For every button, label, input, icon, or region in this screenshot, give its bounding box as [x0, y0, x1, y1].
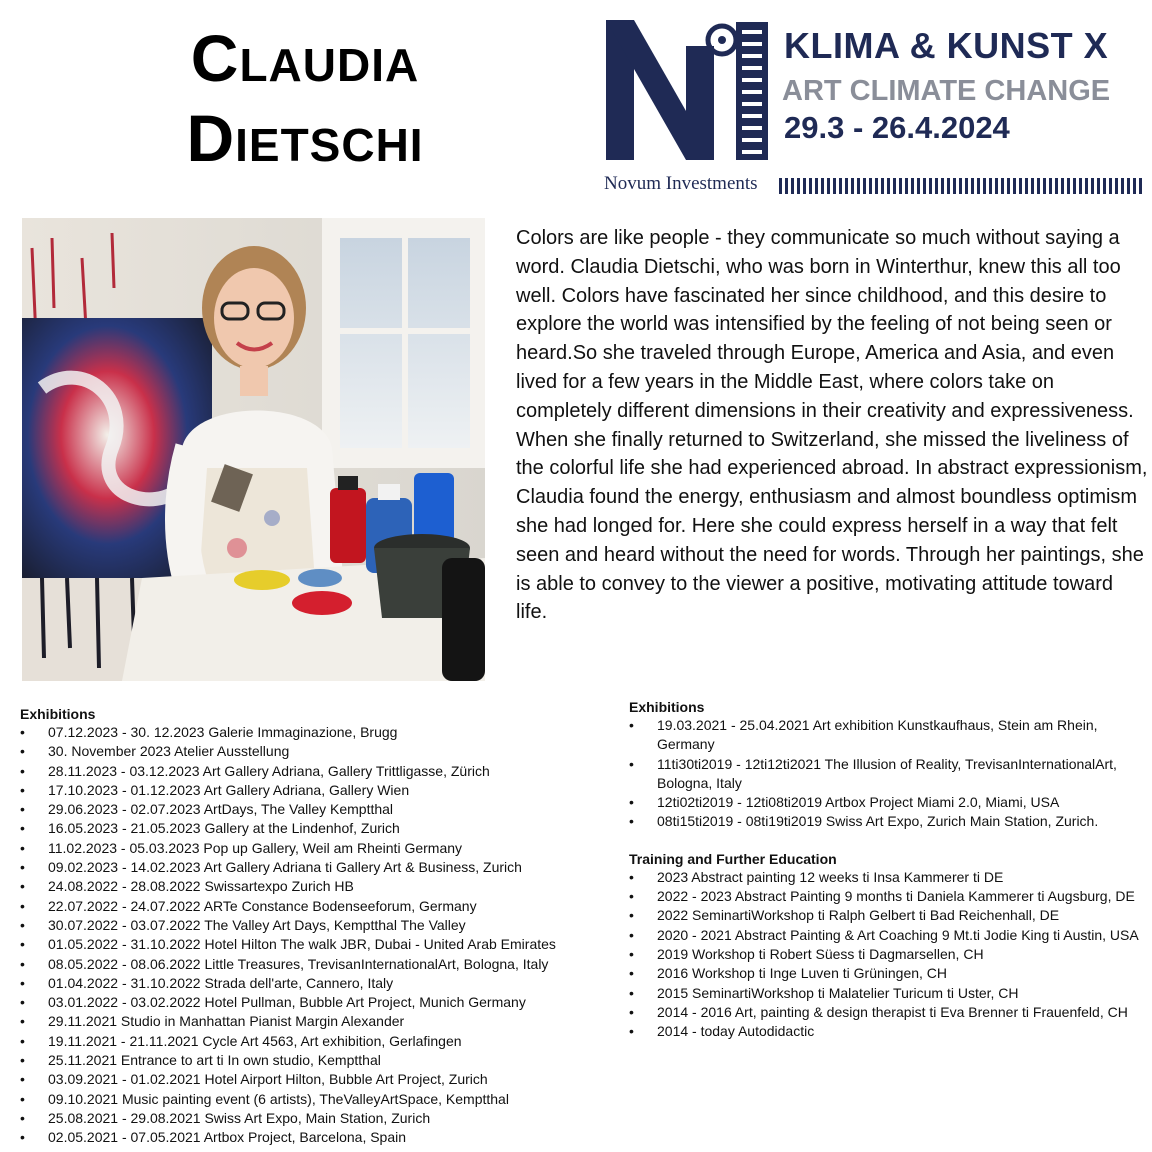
artist-biography: Colors are like people - they communicate so much without saying a word. Claudia Dietschi, who was born in Winterthur, knew this all too well. Colors have fascinated her since childhood, and this desire to explore the world was intensified by the feeling of not being seen or heard.So she traveled through Europe, America and Asia, and even lived for a few years in the Middle East, where colors take on completely different dimensions in their creativity and expressiveness. When she finally returned to Switzerland, she missed the liveliness of the colorful life she had experienced abroad. In abstract expressionism, Claudia found the energy, enthusiasm and almost boundless optimism she had longed for. Here she could express herself in a way that felt seen and heard without the need for words. Through her paintings, she is able to convey to the viewer a positive, motivating attitude toward life. — [516, 227, 1148, 624]
list-item: • 17.10.2023 - 01.12.2023 Art Gallery Adriana, Gallery Wien — [20, 781, 610, 800]
list-item: • 2014 - 2016 Art, painting & design therapist ti Eva Brenner ti Frauenfeld, CH — [629, 1003, 1144, 1022]
list-item: • 2022 SeminartiWorkshop ti Ralph Gelbert ti Bad Reichenhall, DE — [629, 906, 1144, 925]
exhibitions-left-section — [20, 705, 610, 1148]
list-item: • 08ti15ti2019 - 08ti19ti2019 Swiss Art Expo, Zurich Main Station, Zurich. — [629, 812, 1144, 831]
exhibitions-right-section — [629, 698, 1144, 1041]
list-item: • 2022 - 2023 Abstract Painting 9 months ti Daniela Kammerer ti Augsburg, DE — [629, 887, 1144, 906]
novum-logo-icon — [604, 16, 772, 164]
list-item: • 08.05.2022 - 08.06.2022 Little Treasures, TrevisanInternationalArt, Bologna, Italy — [20, 955, 610, 974]
list-item: • 2019 Workshop ti Robert Süess ti Dagmarsellen, CH — [629, 945, 1144, 964]
list-item: • 01.04.2022 - 31.10.2022 Strada dell'arte, Cannero, Italy — [20, 974, 610, 993]
exhibitions-right-list — [629, 716, 1144, 832]
list-item: • 29.06.2023 - 02.07.2023 ArtDays, The Valley Kemptthal — [20, 800, 610, 819]
exhibitions-left-title: Exhibitions — [20, 706, 96, 722]
list-item: • 2016 Workshop ti Inge Luven ti Grüningen, CH — [629, 964, 1144, 983]
list-item: • 25.11.2021 Entrance to art ti In own studio, Kemptthal — [20, 1051, 610, 1070]
list-item: • 2014 - today Autodidactic — [629, 1022, 1144, 1041]
section-spacer — [629, 832, 1144, 850]
list-item: • 11.02.2023 - 05.03.2023 Pop up Gallery, Weil am Rheinti Germany — [20, 839, 610, 858]
artist-photo — [22, 218, 485, 681]
artist-last-name: Dietschi — [186, 101, 424, 175]
exhibition-logo — [604, 16, 1149, 194]
education-list — [629, 868, 1144, 1042]
list-item: • 16.05.2023 - 21.05.2023 Gallery at the Lindenhof, Zurich — [20, 819, 610, 838]
list-item: • 19.11.2021 - 21.11.2021 Cycle Art 4563, Art exhibition, Gerlafingen — [20, 1032, 610, 1051]
list-item: • 2015 SeminartiWorkshop ti Malatelier Turicum ti Uster, CH — [629, 984, 1144, 1003]
list-item: • 2020 - 2021 Abstract Painting & Art Coaching 9 Mt.ti Jodie King ti Austin, USA — [629, 926, 1144, 945]
list-item: • 19.03.2021 - 25.04.2021 Art exhibition Kunstkaufhaus, Stein am Rhein, Germany — [629, 716, 1144, 755]
list-item: • 07.12.2023 - 30. 12.2023 Galerie Immaginazione, Brugg — [20, 723, 610, 742]
list-item: • 25.08.2021 - 29.08.2021 Swiss Art Expo, Main Station, Zurich — [20, 1109, 610, 1128]
education-title: Training and Further Education — [629, 850, 837, 867]
artist-first-name: Claudia — [190, 21, 420, 95]
exhibitions-left-list — [20, 723, 610, 1148]
exhibitions-right-title: Exhibitions — [629, 699, 705, 715]
list-item: • 28.11.2023 - 03.12.2023 Art Gallery Adriana, Gallery Trittligasse, Zürich — [20, 762, 610, 781]
list-item: • 12ti02ti2019 - 12ti08ti2019 Artbox Project Miami 2.0, Miami, USA — [629, 793, 1144, 812]
logo-dates: 29.3 - 26.4.2024 — [784, 110, 1010, 145]
list-item: • 03.09.2021 - 01.02.2021 Hotel Airport Hilton, Bubble Art Project, Zurich — [20, 1070, 610, 1089]
logo-title-line1: KLIMA & KUNST X — [784, 25, 1109, 66]
list-item: • 03.01.2022 - 03.02.2022 Hotel Pullman, Bubble Art Project, Munich Germany — [20, 993, 610, 1012]
logo-title-line2: ART CLIMATE CHANGE — [782, 75, 1111, 107]
barcode-decoration-icon — [779, 178, 1144, 194]
list-item: • 30.07.2022 - 03.07.2022 The Valley Art Days, Kemptthal The Valley — [20, 916, 610, 935]
list-item: • 29.11.2021 Studio in Manhattan Pianist Margin Alexander — [20, 1012, 610, 1031]
list-item: • 11ti30ti2019 - 12ti12ti2021 The Illusion of Reality, TrevisanInternationalArt, Bologna, Italy — [629, 755, 1144, 794]
logo-company-name: Novum Investments — [604, 173, 758, 194]
list-item: • 22.07.2022 - 24.07.2022 ARTe Constance Bodenseeforum, Germany — [20, 897, 610, 916]
list-item: • 02.05.2021 - 07.05.2021 Artbox Project, Barcelona, Spain — [20, 1128, 610, 1147]
list-item: • 09.10.2021 Music painting event (6 artists), TheValleyArtSpace, Kemptthal — [20, 1090, 610, 1109]
list-item: • 09.02.2023 - 14.02.2023 Art Gallery Adriana ti Gallery Art & Business, Zurich — [20, 858, 610, 877]
list-item: • 24.08.2022 - 28.08.2022 Swissartexpo Zurich HB — [20, 877, 610, 896]
list-item: • 01.05.2022 - 31.10.2022 Hotel Hilton The walk JBR, Dubai - United Arab Emirates — [20, 935, 610, 954]
list-item: • 30. November 2023 Atelier Ausstellung — [20, 742, 610, 761]
artist-name — [100, 18, 510, 178]
list-item: • 2023 Abstract painting 12 weeks ti Insa Kammerer ti DE — [629, 868, 1144, 887]
